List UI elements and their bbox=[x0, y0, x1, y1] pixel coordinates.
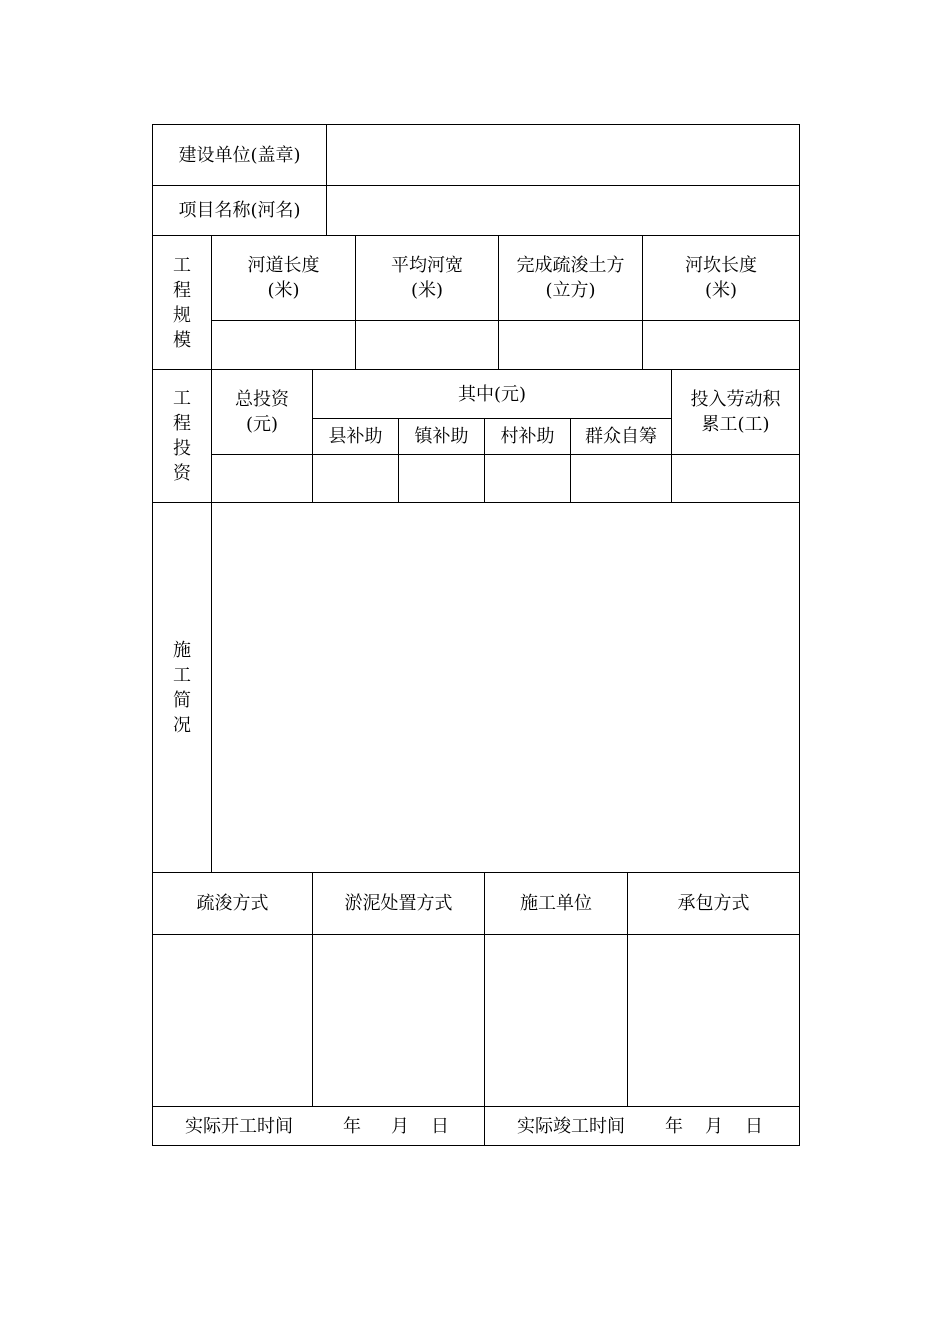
actual-completion-date-row bbox=[485, 1107, 799, 1145]
total-investment-header bbox=[212, 370, 312, 454]
header-line: 总投资 bbox=[235, 389, 289, 410]
start-month[interactable]: 月 bbox=[391, 1115, 409, 1137]
contract-method-field[interactable] bbox=[628, 935, 799, 1106]
actual-start-date-row bbox=[153, 1107, 484, 1145]
section-char: 简 bbox=[173, 689, 191, 711]
header-line: 累工(工) bbox=[701, 414, 770, 435]
border-right bbox=[799, 124, 800, 1146]
contract-method-header: 承包方式 bbox=[677, 893, 750, 914]
start-day[interactable]: 日 bbox=[431, 1115, 449, 1137]
completion-date-label: 实际竣工时间 bbox=[517, 1115, 625, 1137]
section-char: 规 bbox=[173, 304, 191, 326]
section-char: 程 bbox=[173, 413, 191, 434]
header-line: 完成疏浚土方 bbox=[516, 255, 625, 276]
silt-disposal-header: 淤泥处置方式 bbox=[344, 893, 453, 914]
of-which-header: 其中(元) bbox=[457, 383, 527, 405]
county-subsidy-field[interactable] bbox=[313, 455, 398, 502]
public-self-raised-header: 群众自筹 bbox=[585, 426, 657, 447]
completion-month[interactable]: 月 bbox=[705, 1115, 723, 1137]
village-subsidy-field[interactable] bbox=[485, 455, 570, 502]
total-investment-field[interactable] bbox=[212, 455, 312, 502]
engineering-investment-label bbox=[153, 370, 211, 502]
avg-width-field[interactable] bbox=[356, 321, 498, 369]
construction-summary-field[interactable] bbox=[212, 503, 799, 872]
construction-summary-label bbox=[153, 503, 211, 872]
contractor-header: 施工单位 bbox=[520, 893, 592, 914]
river-length-header bbox=[212, 236, 355, 320]
dredge-method-field[interactable] bbox=[153, 935, 312, 1106]
bank-length-field[interactable] bbox=[643, 321, 799, 369]
labor-input-header bbox=[672, 370, 799, 454]
avg-width-header bbox=[356, 236, 498, 320]
contractor-field[interactable] bbox=[485, 935, 627, 1106]
section-char: 资 bbox=[173, 463, 191, 484]
start-date-label: 实际开工时间 bbox=[185, 1115, 293, 1137]
town-subsidy-field[interactable] bbox=[399, 455, 484, 502]
bank-length-header bbox=[643, 236, 799, 320]
dredge-volume-field[interactable] bbox=[499, 321, 642, 369]
engineering-scale-label bbox=[153, 236, 211, 369]
header-line: 平均河宽 bbox=[391, 255, 463, 276]
header-line: (米) bbox=[267, 280, 300, 301]
header-line: (立方) bbox=[545, 280, 596, 301]
town-subsidy-header: 镇补助 bbox=[414, 426, 469, 447]
header-line: (米) bbox=[410, 280, 444, 301]
dredge-volume-header bbox=[499, 236, 642, 320]
section-char: 工 bbox=[173, 664, 191, 686]
header-line: (元) bbox=[245, 414, 279, 435]
section-char: 工 bbox=[173, 254, 191, 276]
river-length-field[interactable] bbox=[212, 321, 355, 369]
header-line: 河道长度 bbox=[247, 255, 320, 276]
silt-disposal-field[interactable] bbox=[313, 935, 484, 1106]
dredge-method-header: 疏浚方式 bbox=[196, 893, 269, 914]
project-name-field[interactable] bbox=[327, 186, 799, 235]
labor-input-field[interactable] bbox=[672, 455, 799, 502]
section-char: 程 bbox=[173, 279, 191, 301]
completion-year[interactable]: 年 bbox=[665, 1115, 683, 1137]
construction-unit-label: 建设单位(盖章) bbox=[178, 144, 301, 166]
county-subsidy-header: 县补助 bbox=[328, 426, 383, 447]
completion-day[interactable]: 日 bbox=[745, 1115, 763, 1137]
construction-unit-field[interactable] bbox=[327, 125, 799, 185]
village-subsidy-header: 村补助 bbox=[500, 426, 555, 447]
border-bottom bbox=[152, 1145, 800, 1146]
header-line: (米) bbox=[704, 280, 738, 301]
section-char: 况 bbox=[173, 714, 191, 736]
header-line: 河坎长度 bbox=[685, 255, 757, 276]
section-char: 工 bbox=[173, 388, 191, 409]
section-char: 投 bbox=[173, 438, 191, 459]
start-year[interactable]: 年 bbox=[343, 1115, 361, 1137]
header-line: 投入劳动积 bbox=[690, 389, 781, 410]
project-name-label: 项目名称(河名) bbox=[178, 200, 301, 221]
section-char: 模 bbox=[173, 329, 191, 351]
public-self-raised-field[interactable] bbox=[571, 455, 671, 502]
section-char: 施 bbox=[173, 639, 191, 661]
